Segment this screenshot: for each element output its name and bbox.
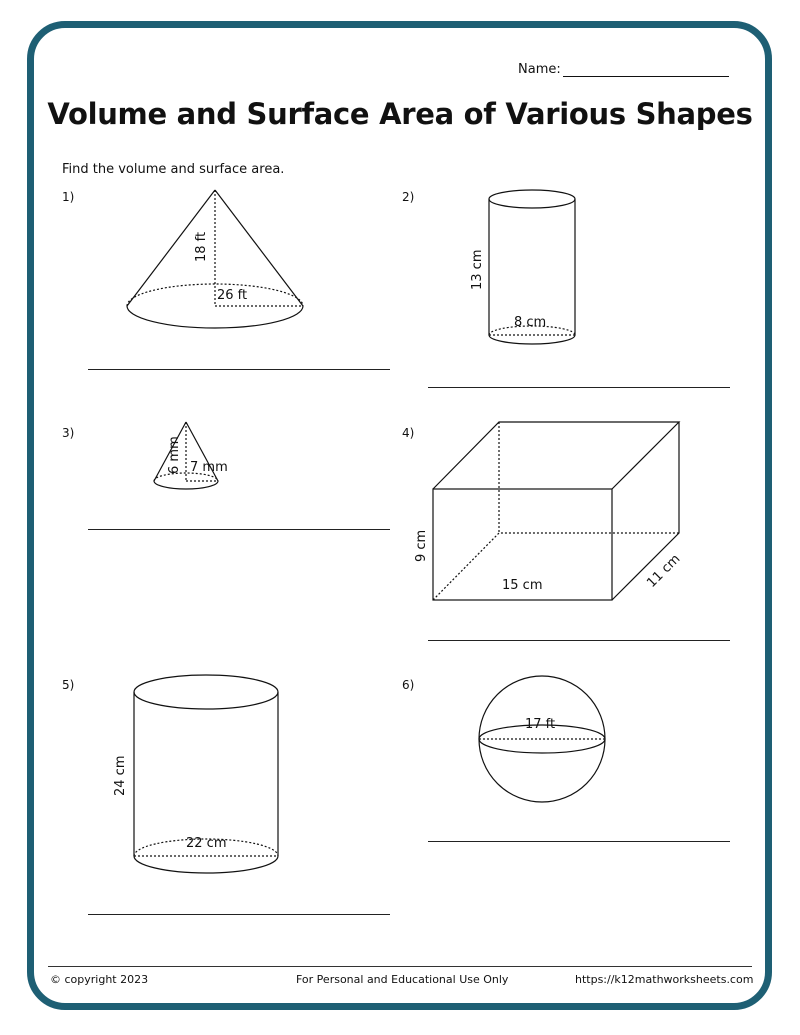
cylinder-diameter-label: 8 cm	[514, 315, 547, 330]
instructions: Find the volume and surface area.	[62, 162, 285, 177]
cone-height-label: 6 mm	[167, 436, 182, 474]
sphere-diameter-label: 17 ft	[525, 717, 556, 732]
problem-number-5: 5)	[62, 678, 75, 692]
cylinder-figure-5	[113, 675, 278, 873]
footer-url[interactable]: https://k12mathworksheets.com	[575, 973, 754, 986]
cone-base-front	[127, 306, 303, 328]
cone-diameter-label: 7 mm	[190, 460, 228, 475]
sphere-figure-6	[479, 676, 605, 802]
name-label: Name:	[518, 62, 561, 77]
cone-figure-3	[154, 422, 228, 489]
problem-number-1: 1)	[62, 190, 75, 204]
prism-top-face	[433, 422, 679, 489]
cylinder-base-front	[134, 856, 278, 873]
cylinder-top	[134, 675, 278, 709]
cylinder-diameter-label: 22 cm	[186, 836, 227, 851]
problem-number-2: 2)	[402, 190, 415, 204]
footer-usage: For Personal and Educational Use Only	[296, 973, 509, 986]
footer-copyright: © copyright 2023	[50, 973, 149, 986]
problem-number-6: 6)	[402, 678, 415, 692]
cylinder-base-front	[489, 335, 575, 344]
cylinder-height-label: 13 cm	[470, 249, 485, 290]
prism-height-label: 9 cm	[414, 529, 429, 562]
problem-number-3: 3)	[62, 426, 75, 440]
prism-width-label: 11 cm	[644, 551, 684, 591]
sphere-outline	[479, 676, 605, 802]
sphere-equator-front	[479, 739, 605, 753]
prism-hidden-edges	[433, 533, 679, 600]
cylinder-figure-2	[470, 190, 575, 344]
problem-number-4: 4)	[402, 426, 415, 440]
page-title: Volume and Surface Area of Various Shapes	[47, 97, 753, 131]
cone-height-label: 18 ft	[194, 231, 209, 262]
cone-figure-1	[127, 190, 303, 328]
footer-divider	[48, 966, 752, 967]
cylinder-height-label: 24 cm	[113, 755, 128, 796]
prism-figure-4	[414, 422, 683, 600]
cone-base-front	[154, 481, 218, 489]
cone-diameter-label: 26 ft	[217, 288, 248, 303]
cylinder-top	[489, 190, 575, 208]
prism-length-label: 15 cm	[502, 578, 543, 593]
